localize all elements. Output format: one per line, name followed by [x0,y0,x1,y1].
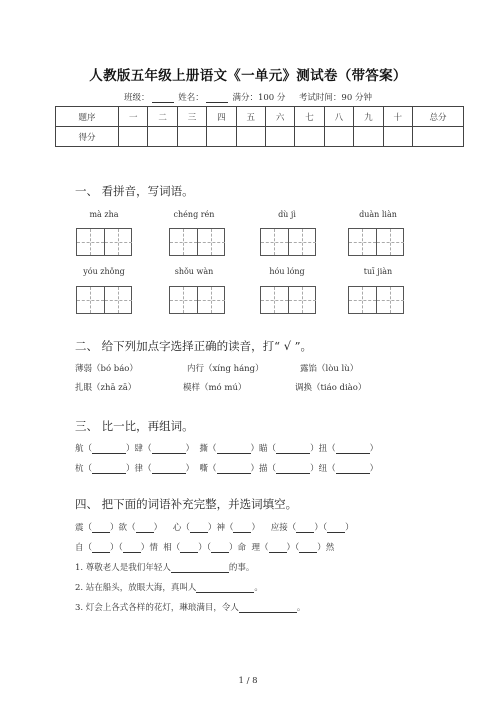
table-cell: 得分 [56,127,119,147]
idiom-blank[interactable] [296,523,314,533]
reading-choice-item[interactable]: 露馅（lòu lù） [300,364,359,374]
character: 航 [75,444,84,454]
sentence-text: 3. 灯会上各式各样的花灯，琳琅满目，令人 [75,603,239,613]
table-cell: 一 [119,107,148,127]
name-label: 姓名： [178,93,204,103]
writing-grid[interactable] [76,286,132,314]
name-blank[interactable] [206,93,228,103]
pinyin-label: chéng rén [173,210,215,219]
score-table [55,106,464,147]
character: 扭 [318,444,328,454]
word-blank[interactable] [217,444,251,454]
idiom-row-2: 自（ ）（ ）情 相（ ）（ ）命 理（ ）（ ）然 [75,543,335,553]
character: 命 [237,543,247,553]
page-number: 1 / 8 [238,676,258,686]
pinyin-label: dù jì [278,210,296,219]
table-cell: 十 [383,107,412,127]
word-blank[interactable] [92,444,126,454]
character: 杭 [75,464,84,474]
sentence-3 [75,601,305,613]
idiom-blank[interactable] [123,543,141,553]
word-blank[interactable] [217,464,251,474]
word-blank[interactable] [336,444,370,454]
section-4-heading: 四、 把下面的词语补充完整，并选词填空。 [75,497,298,511]
pinyin-label: mà zha [89,210,119,219]
sentence-text: 2. 站在船头，放眼大海，真叫人 [75,583,197,593]
compare-row-2: 杭（ ）律（ ） 嘶（ ）描（ ）纽（ ） [75,464,379,474]
score-input-cell[interactable] [383,127,412,147]
table-cell: 总分 [413,107,464,127]
writing-grid[interactable] [76,228,132,256]
writing-grid[interactable] [260,228,316,256]
table-cell: 四 [207,107,236,127]
section-1-heading: 一、 看拼音，写词语。 [75,184,194,198]
character: 应接 [270,523,288,533]
full-score-label: 满分：100 分 [232,93,286,103]
sentence-blank[interactable] [239,603,297,613]
table-cell: 七 [295,107,324,127]
idiom-blank[interactable] [92,523,110,533]
sentence-1 [75,561,254,573]
table-cell: 五 [236,107,265,127]
idiom-blank[interactable] [136,523,154,533]
character: 相 [163,543,172,553]
sentence-text: 。 [254,583,263,593]
character: 自 [75,543,84,553]
idiom-blank[interactable] [190,523,208,533]
character: 律 [134,464,144,474]
score-input-cell[interactable] [148,127,177,147]
writing-grid[interactable] [169,228,225,256]
score-table-score-row [56,127,464,147]
writing-grid[interactable] [348,286,404,314]
idiom-blank[interactable] [180,543,198,553]
writing-grid[interactable] [260,286,316,314]
score-input-cell[interactable] [177,127,206,147]
table-cell: 九 [354,107,383,127]
writing-grid[interactable] [169,286,225,314]
character: 撕 [199,444,208,454]
score-input-cell[interactable] [324,127,353,147]
reading-choice-item[interactable]: 调换（tiáo diào） [295,383,367,393]
character: 肆 [134,444,144,454]
table-cell: 三 [177,107,206,127]
pinyin-label: yóu zhǒng [83,267,125,276]
character: 然 [325,543,335,553]
writing-grid[interactable] [348,228,404,256]
pinyin-label: tuī jiàn [363,267,393,276]
word-blank[interactable] [276,464,310,474]
section-2-heading: 二、 给下列加点字选择正确的读音，打“ √ ”。 [75,339,313,353]
exam-info-line [0,91,496,103]
reading-choice-item[interactable]: 模样（mó mú） [183,383,247,393]
table-cell: 二 [148,107,177,127]
sentence-blank[interactable] [171,563,229,573]
score-input-cell[interactable] [265,127,294,147]
page-title: 人教版五年级上册语文《一单元》测试卷（带答案） [89,68,407,84]
sentence-blank[interactable] [196,583,254,593]
idiom-blank[interactable] [269,543,287,553]
idiom-blank[interactable] [211,543,229,553]
character: 理 [251,543,260,553]
idiom-blank[interactable] [327,523,345,533]
score-input-cell[interactable] [119,127,148,147]
character: 纽 [318,464,328,474]
reading-choice-item[interactable]: 内行（xíng háng） [187,364,264,374]
word-blank[interactable] [336,464,370,474]
idiom-row-1: 震（ ）欲（ ） 心（ ）神（ ） 应接（ ）（ ） [75,523,354,533]
reading-choice-item[interactable]: 薄弱（bó báo） [75,364,138,374]
score-input-cell[interactable] [295,127,324,147]
score-input-cell[interactable] [354,127,383,147]
table-cell: 题序 [56,107,119,127]
pinyin-label: shǒu wàn [174,267,214,276]
character: 震 [75,523,84,533]
character: 描 [259,464,268,474]
pinyin-label: duàn liàn [359,210,397,219]
word-blank[interactable] [152,444,186,454]
character: 瞄 [259,444,268,454]
word-blank[interactable] [276,444,310,454]
compare-row-1: 航（ ）肆（ ） 撕（ ）瞄（ ）扭（ ） [75,444,379,454]
class-blank[interactable] [152,93,174,103]
character: 心 [172,523,182,533]
idiom-blank[interactable] [299,543,317,553]
score-table-header-row [56,107,464,127]
character: 欲 [118,523,128,533]
character: 神 [216,523,225,533]
pinyin-label: hóu lóng [269,267,305,276]
class-label: 班级： [124,93,150,103]
score-input-cell[interactable] [236,127,265,147]
sentence-text: 的事。 [228,563,255,573]
sentence-text: 。 [296,603,306,613]
sentence-2 [75,581,263,593]
character: 情 [149,543,158,553]
word-blank[interactable] [152,464,186,474]
reading-choice-item[interactable]: 扎眼（zhā zā） [75,383,137,393]
idiom-blank[interactable] [92,543,110,553]
score-input-cell[interactable] [413,127,464,147]
exam-time-label: 考试时间：90 分钟 [298,93,372,103]
section-3-heading: 三、 比一比，再组词。 [75,419,194,433]
table-cell: 六 [265,107,294,127]
idiom-blank[interactable] [233,523,251,533]
character: 嘶 [199,464,208,474]
table-cell: 八 [324,107,353,127]
sentence-text: 1. 尊敬老人是我们年轻人 [75,563,171,573]
word-blank[interactable] [92,464,126,474]
score-input-cell[interactable] [207,127,236,147]
